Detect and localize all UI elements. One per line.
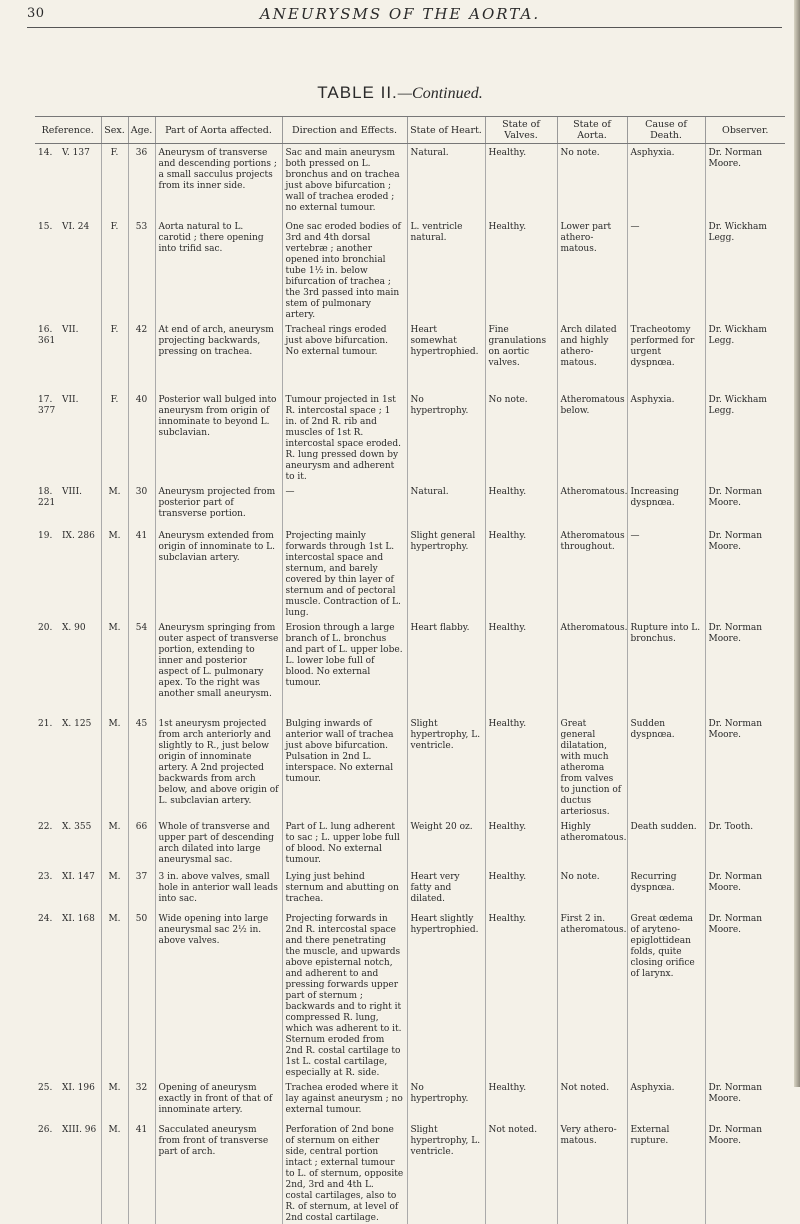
case-number: 21. — [38, 718, 53, 729]
part-affected-cell: At end of arch, aneurysm projecting backwards, pressing on trachea. — [155, 321, 282, 391]
observer-cell: Dr. Norman Moore. — [705, 527, 785, 619]
observer-cell: Dr. Norman Moore. — [705, 868, 785, 910]
valves-state-cell: Healthy. — [485, 818, 557, 868]
col-header: Age. — [128, 117, 155, 144]
heart-state-cell: Natural. — [407, 483, 485, 527]
cause-of-death-cell: Increasing dyspnœa. — [627, 483, 705, 527]
reference-cell — [35, 527, 101, 619]
sex-cell: M. — [101, 619, 128, 715]
reference-value: VII. 377 — [38, 394, 79, 416]
sex-cell: F. — [101, 321, 128, 391]
aorta-state-cell: Lower part athero-matous. — [557, 218, 627, 321]
observer-cell: Dr. Wickham Legg. — [705, 391, 785, 483]
age-cell: 40 — [128, 391, 155, 483]
aorta-state-cell: No note. — [557, 868, 627, 910]
table-row — [35, 527, 785, 619]
reference-value: VIII. 221 — [38, 486, 83, 508]
table-row — [35, 1079, 785, 1121]
case-number: 15. — [38, 221, 53, 232]
reference-value: X. 355 — [62, 821, 92, 832]
observer-cell: Dr. Norman Moore. — [705, 144, 785, 218]
aorta-state-cell: Great general dilatation, with much atheroma from valves to junction of ductus arteriosus. — [557, 715, 627, 818]
col-header: Direction and Effects. — [282, 117, 407, 144]
heart-state-cell: Slight hypertrophy, L. ventricle. — [407, 1121, 485, 1224]
heart-state-cell: Natural. — [407, 144, 485, 218]
observer-cell: Dr. Norman Moore. — [705, 483, 785, 527]
part-affected-cell: Posterior wall bulged into aneurysm from origin of innominate to beyond L. subclavian. — [155, 391, 282, 483]
direction-effects-cell: Tumour projected in 1st R. intercostal space ; 1 in. of 2nd R. rib and muscles of 1st R. intercostal space eroded. R. lung pressed down by aneurysm and adherent to it. — [282, 391, 407, 483]
reference-cell — [35, 1079, 101, 1121]
heart-state-cell: No hypertrophy. — [407, 391, 485, 483]
sex-cell: M. — [101, 715, 128, 818]
age-cell: 50 — [128, 910, 155, 1079]
case-number: 14. — [38, 148, 53, 158]
case-number: 26. — [38, 1124, 53, 1135]
reference-value: XI. 168 — [62, 913, 95, 924]
cause-of-death-cell: Asphyxia. — [627, 144, 705, 218]
case-number: 16. — [38, 324, 53, 335]
age-cell: 41 — [128, 527, 155, 619]
observer-cell: Dr. Norman Moore. — [705, 619, 785, 715]
reference-value: XI. 196 — [62, 1082, 95, 1093]
direction-effects-cell: Bulging inwards of anterior wall of trachea just above bifurcation. Pulsation in 2nd L. interspace. No external tumour. — [282, 715, 407, 818]
sex-cell: M. — [101, 910, 128, 1079]
part-affected-cell: Aorta natural to L. carotid ; there opening into trifid sac. — [155, 218, 282, 321]
direction-effects-cell: One sac eroded bodies of 3rd and 4th dorsal vertebræ ; another opened into bronchial tube 1½ in. below bifurcation of trachea ; the 3rd passed into main stem of pulmonary artery. — [282, 218, 407, 321]
heart-state-cell: Weight 20 oz. — [407, 818, 485, 868]
reference-value: IX. 286 — [62, 530, 95, 541]
aorta-state-cell: Atheromatous. — [557, 483, 627, 527]
heart-state-cell: Heart very fatty and dilated. — [407, 868, 485, 910]
sex-cell: F. — [101, 391, 128, 483]
part-affected-cell: Aneurysm extended from origin of innominate to L. subclavian artery. — [155, 527, 282, 619]
part-affected-cell: Whole of transverse and upper part of descending arch dilated into large aneurysmal sac. — [155, 818, 282, 868]
table-row — [35, 818, 785, 868]
reference-value: VI. 24 — [62, 221, 90, 232]
reference-value: X. 90 — [62, 622, 86, 633]
case-number: 23. — [38, 871, 53, 882]
sex-cell: M. — [101, 818, 128, 868]
header-rule — [27, 27, 782, 28]
age-cell: 66 — [128, 818, 155, 868]
observer-cell: Dr. Wickham Legg. — [705, 218, 785, 321]
observer-cell: Dr. Norman Moore. — [705, 1079, 785, 1121]
valves-state-cell: Healthy. — [485, 527, 557, 619]
observer-cell: Dr. Wickham Legg. — [705, 321, 785, 391]
heart-state-cell: L. ventricle natural. — [407, 218, 485, 321]
aorta-state-cell: First 2 in. atheromatous. — [557, 910, 627, 1079]
table-row — [35, 321, 785, 391]
page-number: 30 — [27, 6, 45, 21]
table-title-continued: —Continued. — [397, 85, 483, 102]
heart-state-cell: Slight hypertrophy, L. ventricle. — [407, 715, 485, 818]
aorta-state-cell: Atheromatous below. — [557, 391, 627, 483]
cause-of-death-cell: Great œdema of aryteno-epiglottidean folds, quite closing orifice of larynx. — [627, 910, 705, 1079]
running-title: ANEURYSMS OF THE AORTA. — [259, 5, 541, 23]
aorta-state-cell: Highly atheromatous. — [557, 818, 627, 868]
case-number: 22. — [38, 821, 53, 832]
heart-state-cell: Heart flabby. — [407, 619, 485, 715]
direction-effects-cell: Erosion through a large branch of L. bronchus and part of L. upper lobe. L. lower lobe full of blood. No external tumour. — [282, 619, 407, 715]
table-row — [35, 391, 785, 483]
table-row — [35, 868, 785, 910]
cause-of-death-cell: Sudden dyspnœa. — [627, 715, 705, 818]
age-cell: 30 — [128, 483, 155, 527]
cause-of-death-cell: External rupture. — [627, 1121, 705, 1224]
reference-cell — [35, 321, 101, 391]
table-title-main: TABLE II. — [317, 83, 398, 102]
page-edge — [794, 0, 800, 1087]
aneurysm-table — [35, 116, 785, 1224]
sex-cell: M. — [101, 1121, 128, 1224]
reference-value: XI. 147 — [62, 871, 95, 882]
cause-of-death-cell: Tracheotomy performed for urgent dyspnœa. — [627, 321, 705, 391]
table-row — [35, 144, 785, 218]
cause-of-death-cell: — — [627, 527, 705, 619]
sex-cell: M. — [101, 1079, 128, 1121]
reference-value: VII. 361 — [38, 324, 79, 346]
table-row — [35, 619, 785, 715]
direction-effects-cell: — — [282, 483, 407, 527]
case-number: 24. — [38, 913, 53, 924]
aorta-state-cell: Not noted. — [557, 1079, 627, 1121]
table-title — [0, 83, 800, 103]
table-row — [35, 910, 785, 1079]
valves-state-cell: Healthy. — [485, 715, 557, 818]
reference-cell — [35, 1121, 101, 1224]
sex-cell: F. — [101, 144, 128, 218]
cause-of-death-cell: Recurring dyspnœa. — [627, 868, 705, 910]
valves-state-cell: Healthy. — [485, 619, 557, 715]
age-cell: 37 — [128, 868, 155, 910]
observer-cell: Dr. Norman Moore. — [705, 715, 785, 818]
case-number: 19. — [38, 530, 53, 541]
part-affected-cell: Sacculated aneurysm from front of transverse part of arch. — [155, 1121, 282, 1224]
cause-of-death-cell: Rupture into L. bronchus. — [627, 619, 705, 715]
part-affected-cell: Aneurysm of transverse and descending portions ; a small sacculus projects from its inner side. — [155, 144, 282, 218]
col-header: Sex. — [101, 117, 128, 144]
reference-cell — [35, 910, 101, 1079]
part-affected-cell: Opening of aneurysm exactly in front of that of innominate artery. — [155, 1079, 282, 1121]
aorta-state-cell: Very athero-matous. — [557, 1121, 627, 1224]
observer-cell: Dr. Norman Moore. — [705, 1121, 785, 1224]
direction-effects-cell: Trachea eroded where it lay against aneurysm ; no external tumour. — [282, 1079, 407, 1121]
reference-cell — [35, 818, 101, 868]
table-row — [35, 715, 785, 818]
direction-effects-cell: Part of L. lung adherent to sac ; L. upper lobe full of blood. No external tumour. — [282, 818, 407, 868]
valves-state-cell: Healthy. — [485, 910, 557, 1079]
sex-cell: M. — [101, 483, 128, 527]
age-cell: 32 — [128, 1079, 155, 1121]
heart-state-cell: Slight general hypertrophy. — [407, 527, 485, 619]
direction-effects-cell: Tracheal rings eroded just above bifurcation. No external tumour. — [282, 321, 407, 391]
reference-cell — [35, 483, 101, 527]
valves-state-cell: Healthy. — [485, 483, 557, 527]
valves-state-cell: Not noted. — [485, 1121, 557, 1224]
valves-state-cell: Healthy. — [485, 218, 557, 321]
reference-cell — [35, 218, 101, 321]
reference-cell — [35, 144, 101, 218]
col-header: State of Valves. — [485, 117, 557, 144]
sex-cell: M. — [101, 868, 128, 910]
reference-value: XIII. 96 — [62, 1124, 97, 1135]
aorta-state-cell: No note. — [557, 144, 627, 218]
part-affected-cell: Aneurysm projected from posterior part of transverse portion. — [155, 483, 282, 527]
valves-state-cell: No note. — [485, 391, 557, 483]
aorta-state-cell: Arch dilated and highly athero-matous. — [557, 321, 627, 391]
reference-cell — [35, 868, 101, 910]
age-cell: 45 — [128, 715, 155, 818]
table-row — [35, 1121, 785, 1224]
sex-cell: M. — [101, 527, 128, 619]
case-number: 20. — [38, 622, 53, 633]
direction-effects-cell: Sac and main aneurysm both pressed on L. bronchus and on trachea just above bifurcation ; wall of trachea eroded ; no external tumour. — [282, 144, 407, 218]
heart-state-cell: No hypertrophy. — [407, 1079, 485, 1121]
part-affected-cell: Wide opening into large aneurysmal sac 2½ in. above valves. — [155, 910, 282, 1079]
age-cell: 53 — [128, 218, 155, 321]
aorta-state-cell: Atheromatous throughout. — [557, 527, 627, 619]
case-number: 25. — [38, 1082, 53, 1093]
cause-of-death-cell: Asphyxia. — [627, 1079, 705, 1121]
direction-effects-cell: Projecting mainly forwards through 1st L. intercostal space and sternum, and barely covered by thin layer of sternum and of pectoral muscle. Contraction of L. lung. — [282, 527, 407, 619]
case-number: 18. — [38, 486, 53, 497]
age-cell: 42 — [128, 321, 155, 391]
direction-effects-cell: Lying just behind sternum and abutting on trachea. — [282, 868, 407, 910]
table-row — [35, 218, 785, 321]
age-cell: 36 — [128, 144, 155, 218]
direction-effects-cell: Perforation of 2nd bone of sternum on either side, central portion intact ; external tumour to L. of sternum, opposite 2nd, 3rd and 4th L. costal cartilages, also to R. of sternum, at level of 2nd costal cartilage. — [282, 1121, 407, 1224]
cause-of-death-cell: — — [627, 218, 705, 321]
heart-state-cell: Heart slightly hypertrophied. — [407, 910, 485, 1079]
age-cell: 41 — [128, 1121, 155, 1224]
part-affected-cell: 1st aneurysm projected from arch anteriorly and slightly to R., just below origin of innominate artery. A 2nd projected backwards from arch below, and above origin of L. subclavian artery. — [155, 715, 282, 818]
valves-state-cell: Healthy. — [485, 1079, 557, 1121]
col-header: Observer. — [705, 117, 785, 144]
valves-state-cell: Healthy. — [485, 868, 557, 910]
reference-value: V. 137 — [62, 148, 90, 158]
reference-cell — [35, 391, 101, 483]
sex-cell: F. — [101, 218, 128, 321]
col-header: Reference. — [35, 117, 101, 144]
aorta-state-cell: Atheromatous. — [557, 619, 627, 715]
page-header — [0, 0, 800, 28]
heart-state-cell: Heart somewhat hypertrophied. — [407, 321, 485, 391]
observer-cell: Dr. Norman Moore. — [705, 910, 785, 1079]
header-row — [35, 117, 785, 144]
col-header: Part of Aorta affected. — [155, 117, 282, 144]
reference-value: X. 125 — [62, 718, 92, 729]
cause-of-death-cell: Death sudden. — [627, 818, 705, 868]
col-header: Cause of Death. — [627, 117, 705, 144]
reference-cell — [35, 619, 101, 715]
valves-state-cell: Fine granulations on aortic valves. — [485, 321, 557, 391]
col-header: State of Aorta. — [557, 117, 627, 144]
case-number: 17. — [38, 394, 53, 405]
observer-cell: Dr. Tooth. — [705, 818, 785, 868]
direction-effects-cell: Projecting forwards in 2nd R. intercostal space and there penetrating the muscle, and upwards above episternal notch, and adherent to and pressing forwards upper part of sternum ; backwards and to right it compressed R. lung, which was adherent to it. Sternum eroded from 2nd R. costal cartilage to 1st L. costal cartilage, especially at R. side. — [282, 910, 407, 1079]
part-affected-cell: Aneurysm springing from outer aspect of transverse portion, extending to inner and posterior aspect of L. pulmonary apex. To the right was another small aneurysm. — [155, 619, 282, 715]
col-header: State of Heart. — [407, 117, 485, 144]
table-row — [35, 483, 785, 527]
cause-of-death-cell: Asphyxia. — [627, 391, 705, 483]
reference-cell — [35, 715, 101, 818]
table-body — [35, 144, 785, 1224]
valves-state-cell: Healthy. — [485, 144, 557, 218]
part-affected-cell: 3 in. above valves, small hole in anterior wall leads into sac. — [155, 868, 282, 910]
age-cell: 54 — [128, 619, 155, 715]
